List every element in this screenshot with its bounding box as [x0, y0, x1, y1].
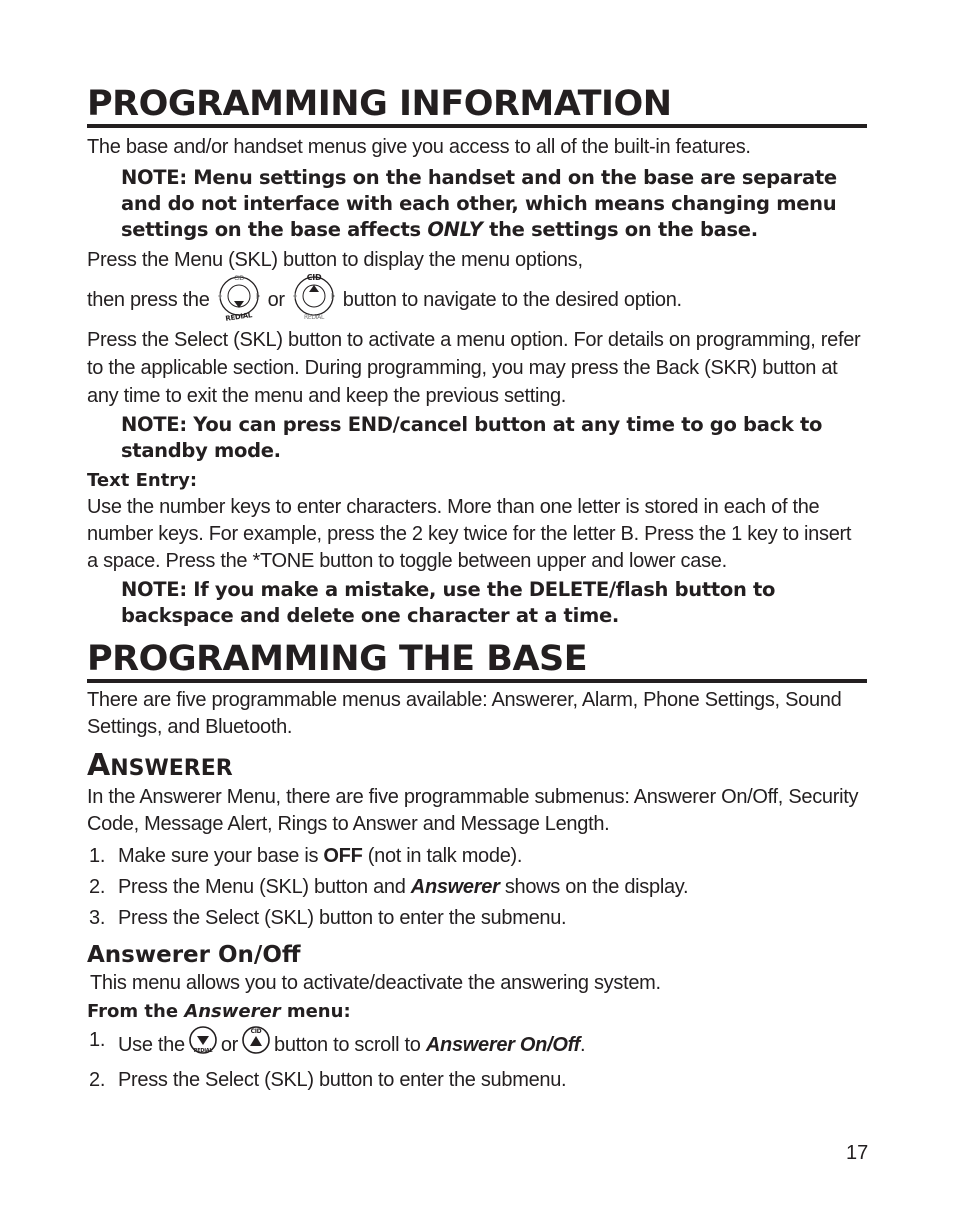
svg-text:REDIAL: REDIAL	[303, 314, 324, 321]
nav-down-redial-icon	[213, 271, 265, 329]
note-menu-settings: NOTE: Menu settings on the handset and on the base are separate and do not interface with each other, which means changing menu settings on the base affects ONLY the settings on the base.	[121, 166, 837, 241]
base-intro-paragraph: There are five programmable menus available: Answerer, Alarm, Phone Settings, Sound Settings, and Bluetooth.	[87, 689, 842, 738]
answerer-on-off-heading: Answerer On/Off	[87, 942, 301, 968]
answerer-intro-paragraph: In the Answerer Menu, there are five programmable submenus: Answerer On/Off, Security Code, Message Alert, Rings to Answer and Message Length.	[87, 786, 859, 835]
answerer-on-off-intro: This menu allows you to activate/deactivate the answering system.	[90, 972, 661, 994]
intro-paragraph: The base and/or handset menus give you access to all of the built-in features.	[87, 136, 751, 158]
page-number: 17	[846, 1142, 869, 1164]
down-redial-icon	[188, 1025, 218, 1065]
text-entry-heading: Text Entry:	[87, 470, 198, 491]
svg-text:CID: CID	[233, 275, 244, 282]
select-paragraph: Press the Select (SKL) button to activate a menu option. For details on programming, refer to the applicable section. During programming, you may press the Back (SKR) button at any time to exit the menu and keep the previous setting.	[87, 329, 861, 407]
list-item: 2. Press the Select (SKL) button to enter the submenu.	[89, 1069, 567, 1091]
manual-page	[87, 84, 867, 1096]
up-cid-icon	[241, 1025, 271, 1065]
note-delete-flash: NOTE: If you make a mistake, use the DELETE/flash button to backspace and delete one character at a time.	[121, 578, 776, 627]
svg-text:CID: CID	[250, 1028, 262, 1035]
page-title-programming-the-base: PROGRAMMING THE BASE	[87, 639, 867, 683]
navigate-instruction: then press the CID REDIAL or CID REDIAL button to navigate to the desired option.	[87, 274, 867, 326]
text-entry-paragraph: Use the number keys to enter characters. More than one letter is stored in each of the number keys. For example, press the 2 key twice for the letter B. Press the 1 key to insert a space. Press the *TONE button to toggle between upper and lower case.	[87, 496, 852, 572]
list-item: 1. Make sure your base is OFF (not in talk mode).	[89, 845, 523, 867]
answerer-steps-list	[87, 841, 867, 934]
press-menu-text: Press the Menu (SKL) button to display the menu options,	[87, 249, 583, 271]
svg-text:REDIAL: REDIAL	[193, 1048, 213, 1054]
answerer-heading: ANSWERER	[87, 748, 233, 783]
note-end-cancel: NOTE: You can press END/cancel button at any time to go back to standby mode.	[121, 413, 823, 462]
page-title-programming-information: PROGRAMMING INFORMATION	[87, 84, 867, 128]
list-item: 2. Press the Menu (SKL) button and Answerer shows on the display.	[89, 876, 689, 898]
answerer-on-off-steps	[87, 1025, 867, 1096]
svg-text:REDIAL: REDIAL	[224, 311, 253, 321]
list-item: 3. Press the Select (SKL) button to enter the submenu.	[89, 907, 567, 929]
nav-up-cid-icon	[288, 271, 340, 329]
from-answerer-menu-label: From the Answerer menu:	[87, 1001, 351, 1022]
svg-text:CID: CID	[306, 273, 322, 282]
list-item: 1. Use the REDIAL or CID button to scroll to Answerer On/Off.	[87, 1025, 867, 1065]
